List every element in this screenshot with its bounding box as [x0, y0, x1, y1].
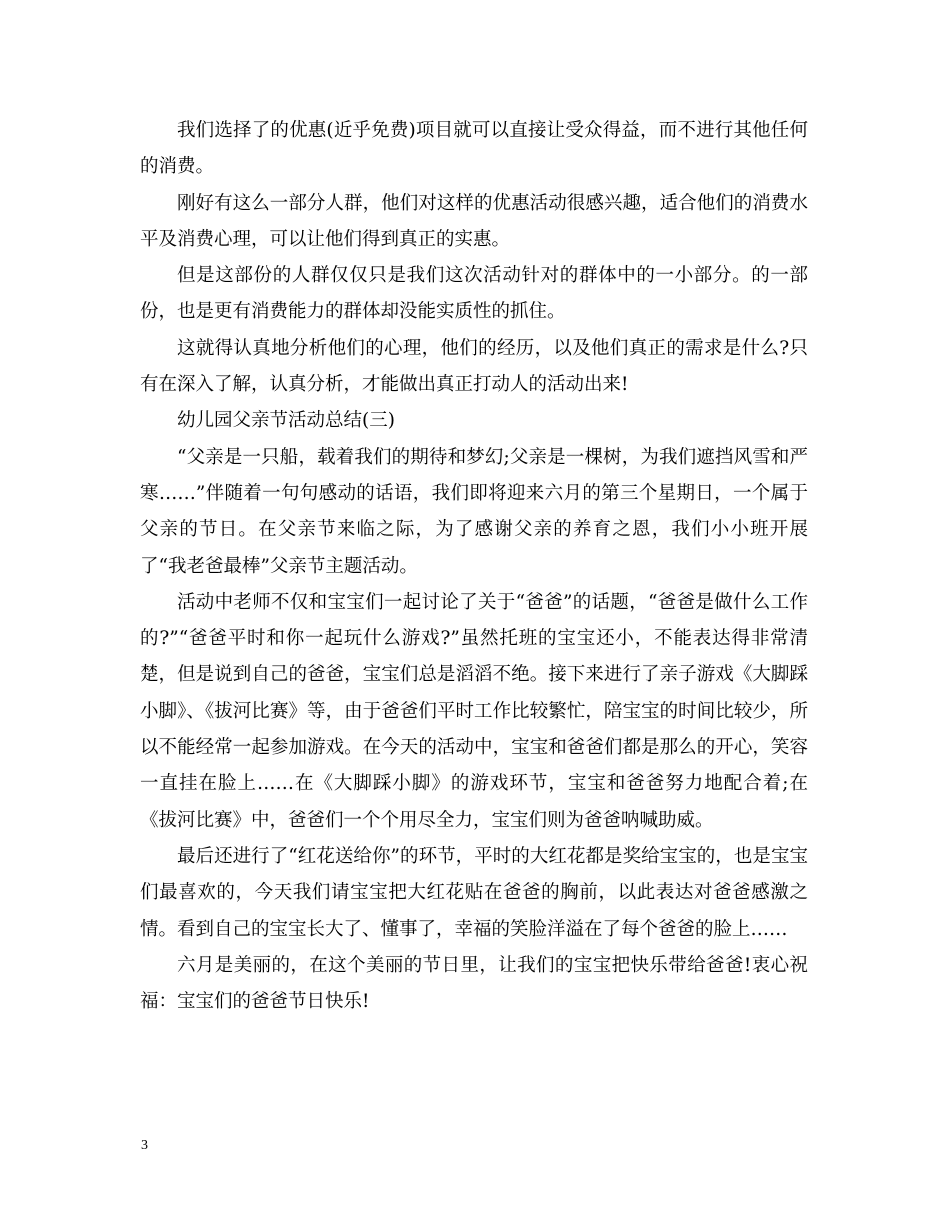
paragraph: 活动中老师不仅和宝宝们一起讨论了关于“爸爸”的话题，“爸爸是做什么工作的?”“爸爸平时和你一起玩什么游戏?”虽然托班的宝宝还小，不能表达得非常清楚，但是说到自己的爸爸，宝宝们总是滔滔不绝。接下来进行了亲子游戏《大脚踩小脚》、《拔河比赛》等，由于爸爸们平时工作比较繁忙，陪宝宝的时间比较少，所以不能经常一起参加游戏。在今天的活动中，宝宝和爸爸们都是那么的开心，笑容一直挂在脸上……在《大脚踩小脚》的游戏环节，宝宝和爸爸努力地配合着;在《拔河比赛》中，爸爸们一个个用尽全力，宝宝们则为爸爸呐喊助威。: [140, 591, 808, 831]
paragraph: 六月是美丽的，在这个美丽的节日里，让我们的宝宝把快乐带给爸爸!衷心祝福：宝宝们的爸爸节日快乐!: [140, 954, 808, 1013]
paragraph: 刚好有这么一部分人群，他们对这样的优惠活动很感兴趣，适合他们的消费水平及消费心理，可以让他们得到真正的实惠。: [140, 192, 808, 250]
paragraph: “父亲是一只船，载着我们的期待和梦幻;父亲是一棵树，为我们遮挡风雪和严寒……”伴随着一句句感动的话语，我们即将迎来六月的第三个星期日，一个属于父亲的节日。在父亲节来临之际，为了感谢父亲的养育之恩，我们小小班开展了“我老爸最棒”父亲节主题活动。: [140, 446, 808, 577]
paragraph: 我们选择了的优惠(近乎免费)项目就可以直接让受众得益，而不进行其他任何的消费。: [140, 120, 808, 178]
section-heading: 幼儿园父亲节活动总结(三): [177, 410, 395, 432]
paragraph: 这就得认真地分析他们的心理，他们的经历，以及他们真正的需求是什么?只有在深入了解，认真分析，才能做出真正打动人的活动出来!: [140, 337, 808, 396]
page-number: 3: [141, 1138, 148, 1153]
document-body: [140, 113, 808, 1020]
paragraph: 但是这部份的人群仅仅只是我们这次活动针对的群体中的一小部分。的一部份，也是更有消费能力的群体却没能实质性的抓住。: [140, 265, 808, 323]
paragraph: 最后还进行了“红花送给你”的环节，平时的大红花都是奖给宝宝的，也是宝宝们最喜欢的，今天我们请宝宝把大红花贴在爸爸的胸前，以此表达对爸爸感激之情。看到自己的宝宝长大了、懂事了，幸福的笑脸洋溢在了每个爸爸的脸上……: [140, 845, 808, 940]
